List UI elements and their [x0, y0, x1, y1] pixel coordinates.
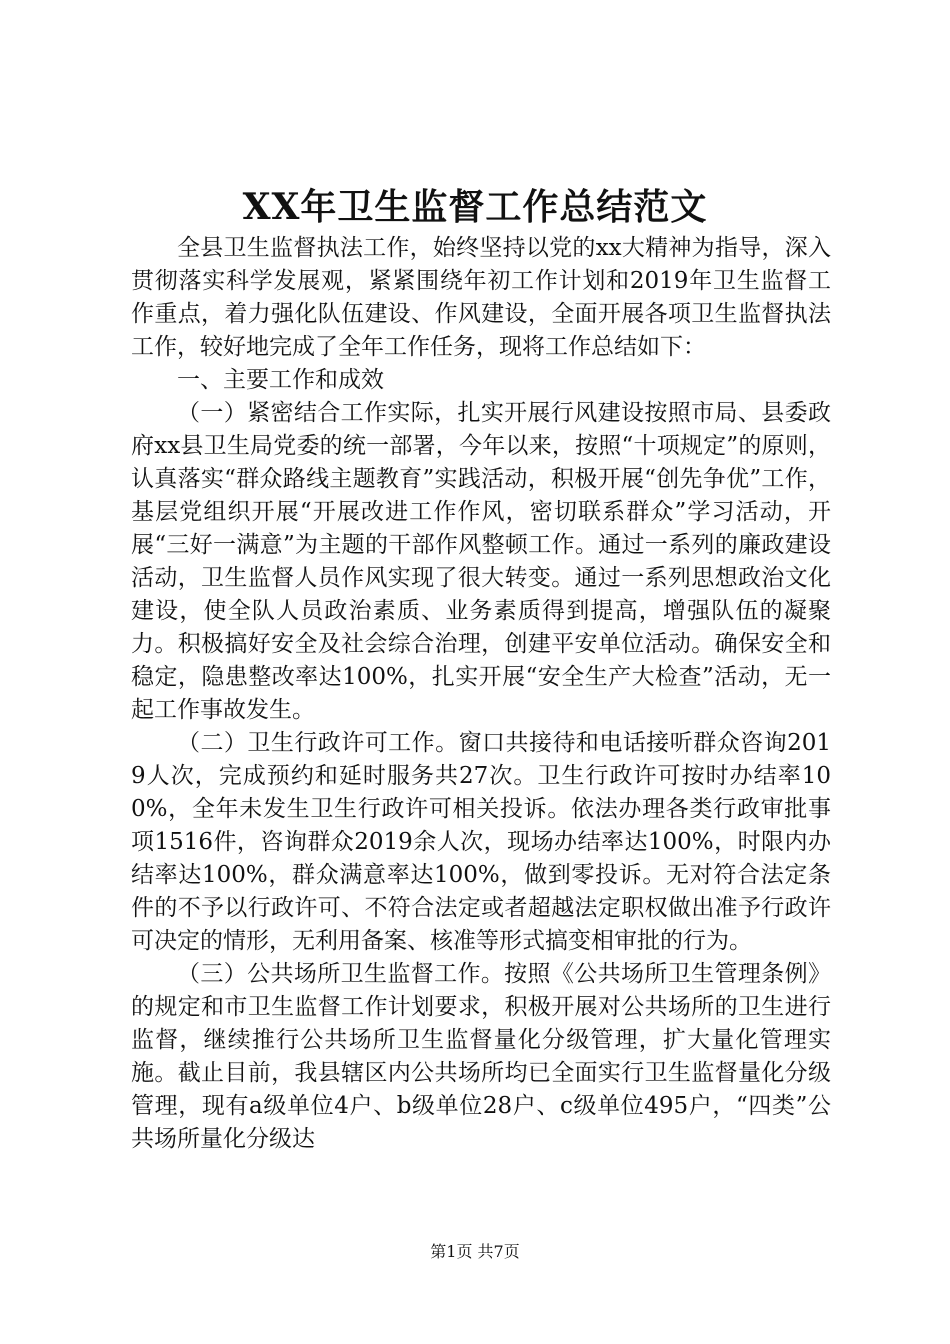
- paragraph-item-3: （三）公共场所卫生监督工作。按照《公共场所卫生管理条例》的规定和市卫生监督工作计划要求，积极开展对公共场所的卫生进行监督，继续推行公共场所卫生监督量化分级管理，扩大量化管理实施。截止目前，我县辖区内公共场所均已全面实行卫生监督量化分级管理，现有a级单位4户、b级单位28户、c级单位495户，“四类”公共场所量化分级达: [131, 961, 831, 1152]
- intro-paragraph: 全县卫生监督执法工作，始终坚持以党的xx大精神为指导，深入贯彻落实科学发展观，紧紧围绕年初工作计划和2019年卫生监督工作重点，着力强化队伍建设、作风建设，全面开展各项卫生监督执法工作，较好地完成了全年工作任务，现将工作总结如下：: [131, 235, 831, 360]
- section-heading-main-work: 一、主要工作和成效: [177, 367, 384, 393]
- paragraph-item-1: （一）紧密结合工作实际，扎实开展行风建设按照市局、县委政府xx县卫生局党委的统一部署，今年以来，按照“十项规定”的原则，认真落实“群众路线主题教育”实践活动，积极开展“创先争优”工作，基层党组织开展“开展改进工作作风，密切联系群众”学习活动，开展“三好一满意”为主题的干部作风整顿工作。通过一系列的廉政建设活动，卫生监督人员作风实现了很大转变。通过一系列思想政治文化建设，使全队人员政治素质、业务素质得到提高，增强队伍的凝聚力。积极搞好安全及社会综合治理，创建平安单位活动。确保安全和稳定，隐患整改率达100%，扎实开展“安全生产大检查”活动，无一起工作事故发生。: [131, 400, 831, 723]
- document-body: [131, 232, 831, 1156]
- paragraph-item-2: （二）卫生行政许可工作。窗口共接待和电话接听群众咨询2019人次，完成预约和延时服务共27次。卫生行政许可按时办结率100%，全年未发生卫生行政许可相关投诉。依法办理各类行政审批事项1516件，咨询群众2019余人次，现场办结率达100%，时限内办结率达100%，群众满意率达100%，做到零投诉。无对符合法定条件的不予以行政许可、不符合法定或者超越法定职权做出准予行政许可决定的情形，无利用备案、核准等形式搞变相审批的行为。: [131, 730, 831, 954]
- document-title: XX年卫生监督工作总结范文: [242, 186, 708, 228]
- page-footer: 第1页 共7页: [430, 1242, 520, 1261]
